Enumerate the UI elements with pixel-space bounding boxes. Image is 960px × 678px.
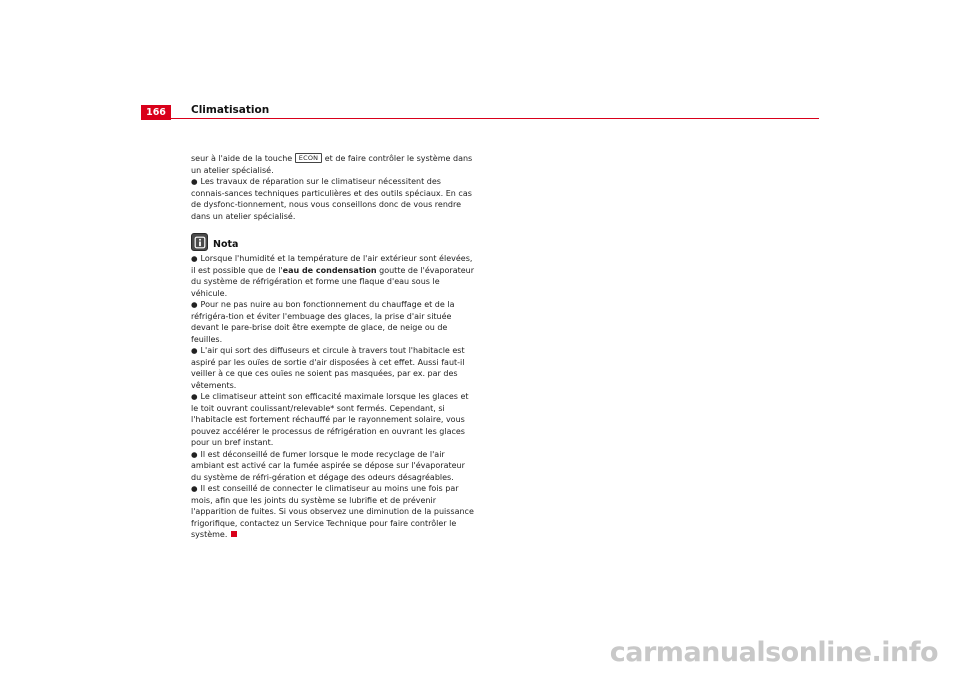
note-title: Nota <box>213 238 239 250</box>
intro-text-after-key: et de faire contrôler le système dans un atelier spécialisé. <box>191 154 473 175</box>
bullet-text: Il est déconseillé de fumer lorsque le mode recyclage de l'air ambiant est activé car la fumée aspirée se dépose sur l'évaporateur du système de réfri-gération et dégage des odeurs désagréables. <box>191 449 465 482</box>
bullet-icon: ● <box>191 254 198 263</box>
section-end-marker <box>231 531 237 537</box>
list-item <box>191 483 476 541</box>
bullet-text: Il est conseillé de connecter le climatiseur au moins une fois par mois, afin que les joints du système se lubrifie et de prévenir l'apparition de fuites. Si vous observez une diminution de la puissance frigorifique, contactez un Service Technique pour faire contrôler le système. <box>191 484 474 539</box>
list-item <box>191 176 476 222</box>
header-divider <box>171 118 819 119</box>
bullet-icon: ● <box>191 392 198 401</box>
list-item <box>191 449 476 484</box>
bullet-text: Le climatiseur atteint son efficacité maximale lorsque les glaces et le toit ouvrant coulissant/relevable* sont fermés. Cependant, si l'habitacle est fortement réchauffé par le rayonnement solaire, vous pouvez accélérer le processus de réfrigération en ouvrant les glaces pour un bref instant. <box>191 392 469 447</box>
page-content <box>191 153 476 541</box>
section-title: Climatisation <box>191 104 270 116</box>
bullet-icon: ● <box>191 484 198 493</box>
list-item <box>191 253 476 299</box>
bullet-text: L'air qui sort des diffuseurs et circule à travers tout l'habitacle est aspiré par les ouïes de sortie d'air disposées à cet effet. Aussi faut-il veiller à ce que ces ouïes ne soient pas masquées, par ex. par des vêtements. <box>191 346 465 390</box>
list-item <box>191 299 476 345</box>
bullet-text: goutte de l'évaporateur du système de réfrigération et forme une flaque d'eau sous le véhicule. <box>191 265 475 298</box>
econ-key-label: ECON <box>295 153 322 163</box>
info-note-icon <box>191 233 208 251</box>
intro-paragraph <box>191 153 476 176</box>
page-number: 166 <box>141 105 171 120</box>
bullet-icon: ● <box>191 177 198 186</box>
bullet-text: Pour ne pas nuire au bon fonctionnement du chauffage et de la réfrigéra-tion et éviter l'embuage des glaces, la prise d'air située devant le pare-brise doit être exempte de glace, de neige ou de feuilles. <box>191 300 455 344</box>
bullet-text: Les travaux de réparation sur le climatiseur nécessitent des connais-sances techniques particulières et des outils spéciaux. En cas de dysfonc-tionnement, nous vous conseillons donc de vous rendre dans un atelier spécialisé. <box>191 177 472 221</box>
bullet-icon: ● <box>191 346 198 355</box>
list-item <box>191 345 476 391</box>
bullet-icon: ● <box>191 300 198 309</box>
note-heading <box>191 231 476 251</box>
watermark: carmanualsonline.info <box>609 637 938 668</box>
bullet-emphasis: eau de condensation <box>282 265 377 275</box>
intro-text-before-key: seur à l'aide de la touche <box>191 154 293 163</box>
bullet-icon: ● <box>191 449 198 459</box>
list-item <box>191 391 476 449</box>
bullet-text: Lorsque l'humidité et la température de l'air extérieur sont élevées, il est possible que de l' <box>191 254 473 275</box>
